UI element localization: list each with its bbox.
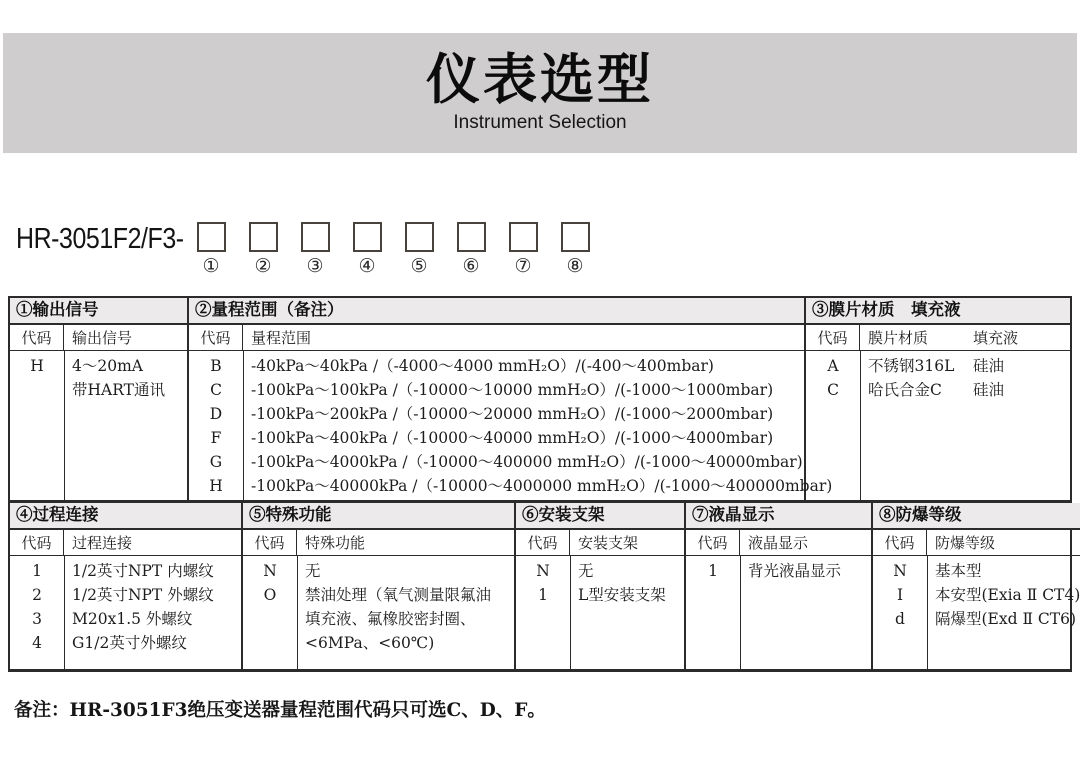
section-range [189,298,833,500]
row-code: C [210,381,222,399]
section-explosion-proof-subheader [873,530,1080,556]
row-desc: -100kPa～200kPa /（-10000～20000 mmH₂O）/(-1000～2000mbar) [251,405,774,423]
slot-1 [196,222,226,277]
slot-8 [560,222,590,277]
row-code: D [209,405,223,423]
row-code: N [263,562,277,580]
slot-box-2 [249,222,278,252]
row-code: B [210,357,222,375]
row-desc: -40kPa～40kPa /（-4000～4000 mmH₂O）/(-400～400mbar) [251,357,714,375]
table-band-top [10,298,1070,503]
slot-box-4 [353,222,382,252]
section-process-connection-title: ④过程连接 [10,503,241,530]
slot-box-1 [197,222,226,252]
row-desc [860,378,1070,402]
code-column-header: 代码 [516,530,570,555]
section-output-signal-body [10,351,187,500]
code-column-header: 代码 [686,530,740,555]
section-diaphragm-subheader [806,325,1070,351]
slot-number-8: ⑧ [566,255,584,277]
row-code: N [536,562,550,580]
selection-table [8,296,1080,672]
section-lcd-display-body [686,556,871,669]
row-code: 4 [32,634,42,652]
section-diaphragm-title: ③膜片材质 填充液 [806,298,1070,325]
table-row [243,583,514,655]
row-code: 2 [32,586,42,604]
table-row [189,474,833,498]
title-band [3,33,1077,153]
desc-column-header: 液晶显示 [748,534,809,552]
section-lcd-display-title: ⑦液晶显示 [686,503,871,530]
row-code: C [827,381,839,399]
code-column-header: 代码 [873,530,927,555]
table-row [516,583,684,607]
row-code: H [209,477,223,495]
row-desc: 隔爆型(Exd Ⅱ CT6) [935,610,1077,628]
table-row [189,426,804,450]
table-row [806,354,1070,378]
section-explosion-proof-title: ⑧防爆等级 [873,503,1080,530]
row-code: F [210,429,222,447]
row-desc: L型安装支架 [578,586,666,604]
slot-number-3: ③ [306,255,324,277]
row-code: A [827,357,839,375]
table-row [686,559,871,583]
row-desc: G1/2英寸外螺纹 [72,634,187,652]
table-row [10,607,241,631]
desc-column-header: 量程范围 [251,329,312,347]
row-desc: -100kPa～100kPa /（-10000～10000 mmH₂O）/(-1000～1000mbar) [251,381,774,399]
row-desc: 基本型 [935,562,982,580]
row-desc: 1/2英寸NPT 内螺纹 [72,562,214,580]
section-mounting-bracket-subheader [516,530,684,556]
table-row [10,354,187,402]
row-desc: -100kPa～40000kPa /（-10000～4000000 mmH₂O）/(-1000～400000mbar) [251,477,833,495]
section-special-function-title: ⑤特殊功能 [243,503,514,530]
desc-column-header: 安装支架 [578,534,639,552]
row-code: I [896,586,904,604]
slot-number-1: ① [202,255,220,277]
row-desc: 禁油处理（氧气测量限氟油 填充液、氟橡胶密封圈、 <6MPa、<60℃) [305,586,492,652]
model-code-row [16,222,590,277]
desc-column-header [860,325,1070,350]
section-mounting-bracket-body [516,556,684,669]
section-diaphragm-material [806,298,1070,500]
slot-5 [404,222,434,277]
row-desc: 无 [578,562,594,580]
section-explosion-proof [873,503,1080,669]
table-row [873,607,1080,631]
section-explosion-proof-body [873,556,1080,669]
section-special-function-body [243,556,514,669]
table-row [189,354,804,378]
section-special-function-subheader [243,530,514,556]
section-range-title: ②量程范围（备注） [189,298,804,325]
column-divider [860,351,861,500]
material-value: 哈氏合金C [868,381,942,399]
slot-number-7: ⑦ [514,255,532,277]
slot-7 [508,222,538,277]
section-lcd-display [686,503,873,669]
row-code: 1 [538,586,548,604]
row-desc: 4～20mA 带HART通讯 [72,357,165,399]
slot-number-5: ⑤ [410,255,428,277]
row-code: O [263,586,277,604]
fill-column-header: 填充液 [973,329,1019,347]
table-band-bottom [10,503,1080,669]
row-desc: 无 [305,562,321,580]
desc-column-header: 输出信号 [72,329,133,347]
table-row [873,559,1080,583]
table-row [189,450,804,474]
slot-4 [352,222,382,277]
slot-box-3 [301,222,330,252]
page-title: 仪表选型 [426,50,654,111]
slot-3 [300,222,330,277]
section-range-subheader [189,325,804,351]
table-row [10,631,241,655]
slot-number-2: ② [254,255,272,277]
table-row [873,583,1080,607]
table-row [10,583,241,607]
row-code: 1 [708,562,718,580]
row-desc: M20x1.5 外螺纹 [72,610,193,628]
row-code: d [895,610,905,628]
code-column-header: 代码 [10,325,64,350]
row-code: 3 [32,610,42,628]
slot-box-8 [561,222,590,252]
table-row [10,559,241,583]
column-divider [740,556,741,669]
row-desc [860,354,1070,378]
slot-box-6 [457,222,486,252]
section-special-function [243,503,516,669]
section-mounting-bracket-title: ⑥安装支架 [516,503,684,530]
slot-box-7 [509,222,538,252]
table-row [189,402,804,426]
column-divider [570,556,571,669]
section-process-connection-body [10,556,241,669]
section-process-connection-subheader [10,530,241,556]
row-desc: 本安型(Exia Ⅱ CT4) [935,586,1080,604]
section-process-connection [10,503,243,669]
code-column-header: 代码 [189,325,243,350]
code-column-header: 代码 [10,530,64,555]
material-column-header: 膜片材质 [868,329,929,347]
table-row [243,559,514,583]
table-row [516,559,684,583]
row-desc: 1/2英寸NPT 外螺纹 [72,586,214,604]
footnote: 备注：HR-3051F3绝压变送器量程范围代码只可选C、D、F。 [14,700,546,721]
material-value: 不锈钢316L [868,357,955,375]
slot-box-5 [405,222,434,252]
row-desc: -100kPa～4000kPa /（-10000～400000 mmH₂O）/(-1000～40000mbar) [251,453,803,471]
slot-number-4: ④ [358,255,376,277]
section-output-signal-subheader [10,325,187,351]
slot-number-6: ⑥ [462,255,480,277]
fill-value: 硅油 [973,381,1005,399]
column-divider [64,351,65,500]
row-desc: -100kPa～400kPa /（-10000～40000 mmH₂O）/(-1000～4000mbar) [251,429,774,447]
row-code: N [893,562,907,580]
section-diaphragm-body [806,351,1070,500]
column-divider [243,351,244,500]
row-code: H [30,357,44,375]
table-row [189,378,804,402]
section-output-signal-title: ①输出信号 [10,298,187,325]
code-column-header: 代码 [806,325,860,350]
row-code: G [209,453,223,471]
section-range-body [189,351,833,500]
section-mounting-bracket [516,503,686,669]
row-desc: 背光液晶显示 [748,562,842,580]
page-subtitle: Instrument Selection [453,111,627,133]
table-row [806,378,1070,402]
desc-column-header: 特殊功能 [305,534,366,552]
model-prefix: HR-3051F2/F3- [16,223,184,255]
slot-2 [248,222,278,277]
code-column-header: 代码 [243,530,297,555]
section-output-signal [10,298,189,500]
row-code: 1 [32,562,42,580]
column-divider [297,556,298,669]
desc-column-header: 过程连接 [72,534,133,552]
fill-value: 硅油 [973,357,1005,375]
section-lcd-display-subheader [686,530,871,556]
slot-6 [456,222,486,277]
column-divider [64,556,65,669]
desc-column-header: 防爆等级 [935,534,996,552]
selection-slots [196,222,590,277]
column-divider [927,556,928,669]
